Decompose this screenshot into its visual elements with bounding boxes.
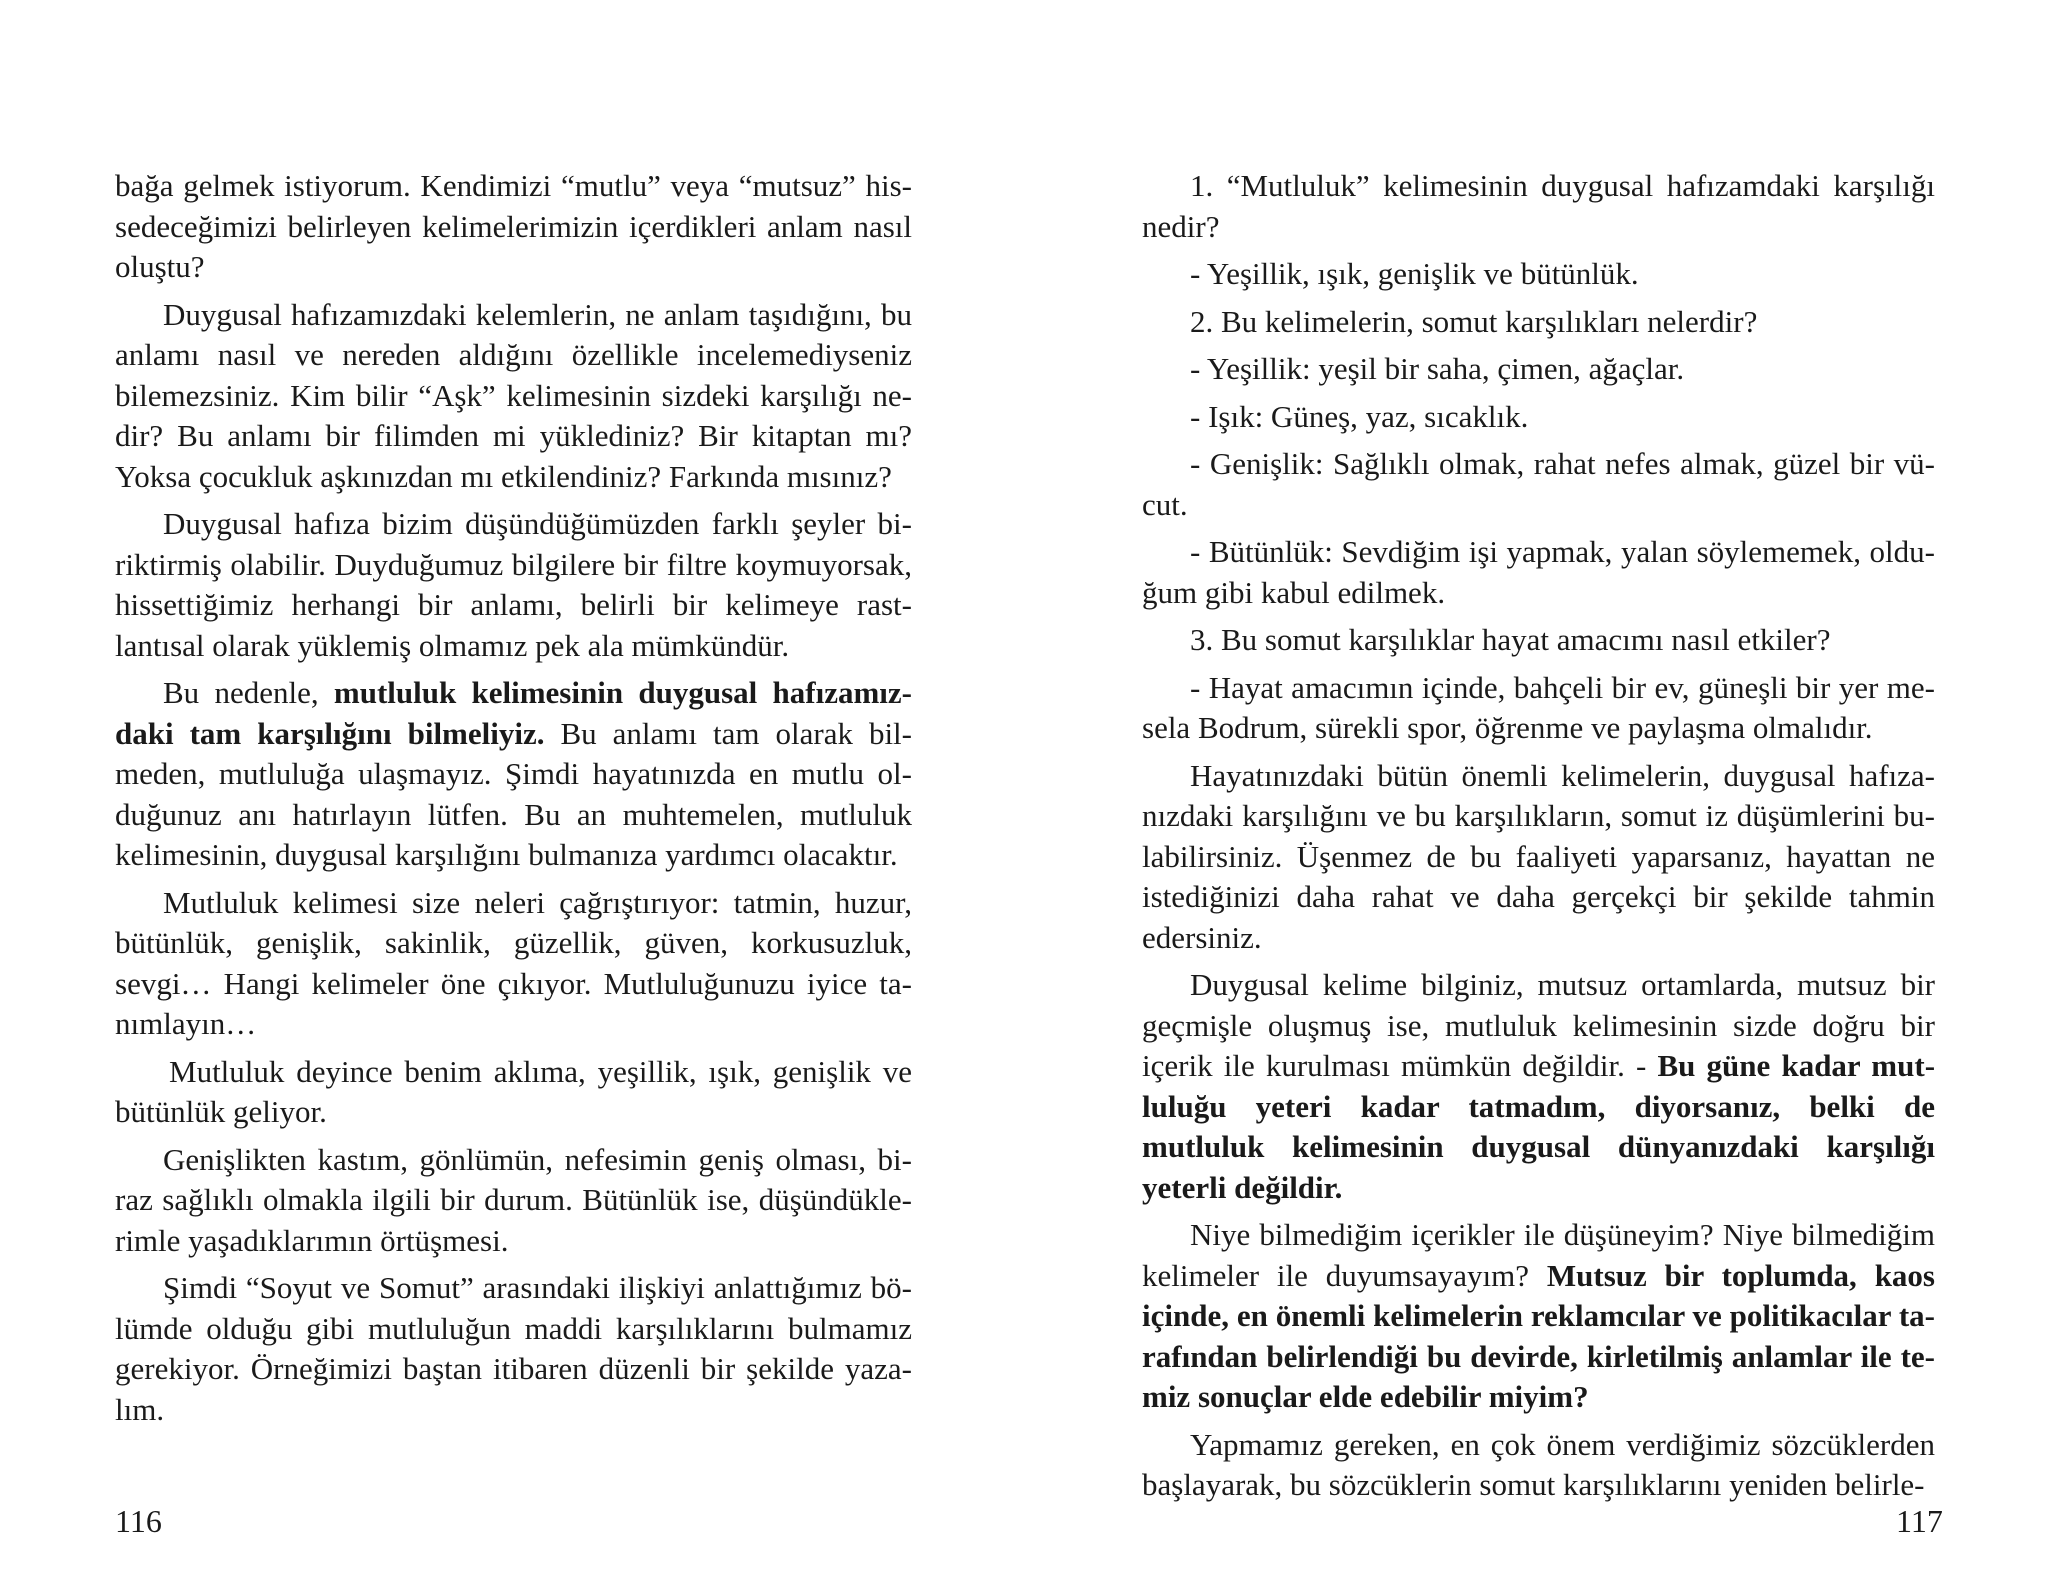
paragraph (115, 504, 912, 666)
paragraph (115, 673, 912, 876)
paragraph (115, 883, 912, 1045)
text-segment: Duygusal kelime bilginiz, mutsuz ortamlarda, mutsuz bir geçmişle oluşmuş ise, mutluluk kelimesinin sizde doğru bir içerik ile kurulması mümkün değildir. - (1142, 967, 1935, 1083)
text-segment: Şimdi “Soyut ve Somut” arasındaki ilişkiyi anlattığımız bölümde olduğu gibi mutluluğun maddi karşılıklarını bulmamız gerekiyor. Örneğimizi baştan itibaren düzenli bir şekilde yazalım. (115, 1270, 912, 1427)
text-segment: Bu anlamı tam olarak bilmeden, mutluluğa ulaşmayız. Şimdi hayatınızda en mutlu olduğunuz anı hatırlayın lütfen. Bu an muhtemelen, mutluluk kelimesinin, duygusal karşılığını bulmanıza yardımcı olacaktır. (115, 715, 912, 872)
paragraph (1142, 397, 1935, 438)
paragraph (1142, 1215, 1935, 1418)
page-number-right: 117 (1896, 1503, 1943, 1539)
right-page (1024, 0, 2048, 1593)
paragraph (1142, 166, 1935, 247)
text-segment: - Bütünlük: Sevdiğim işi yapmak, yalan söylememek, olduğum gibi kabul edilmek. (1142, 534, 1935, 610)
page-number-left: 116 (115, 1503, 162, 1539)
text-segment: 1. “Mutluluk” kelimesinin duygusal hafızamdaki karşılığı nedir? (1142, 168, 1935, 244)
bold-text: mutluluk kelimesinin duygusal hafızamızdaki tam karşılığını bilmeliyiz. (115, 675, 912, 751)
paragraph (1142, 444, 1935, 525)
text-segment: - Yeşillik, ışık, genişlik ve bütünlük. (1190, 256, 1639, 291)
text-segment: - Hayat amacımın içinde, bahçeli bir ev, güneşli bir yer mesela Bodrum, sürekli spor, öğrenme ve paylaşma olmalıdır. (1142, 669, 1935, 745)
paragraph (1142, 1425, 1935, 1506)
paragraph (115, 1140, 912, 1262)
text-segment: Duygusal hafıza bizim düşündüğümüzden farklı şeyler biriktirmiş olabilir. Duyduğumuz bilgilere bir filtre koymuyorsak, hissettiğimiz herhangi bir anlamı, belirli bir kelimeye rastlantısal olarak yüklemiş olmamız pek ala mümkündür. (115, 506, 912, 663)
paragraph (115, 1268, 912, 1430)
bold-text: Mutsuz bir toplumda, kaos içinde, en önemli kelimelerin reklamcılar ve politikacılar tarafından belirlendiği bu devirde, kirletilmiş anlamlar ile temiz sonuçlar elde edebilir miyim? (1142, 1257, 1935, 1414)
text-segment: Niye bilmediğim içerikler ile düşüneyim? Niye bilmediğim kelimeler ile duyumsayayım? (1142, 1217, 1935, 1293)
paragraph (1142, 349, 1935, 390)
paragraph (1142, 254, 1935, 295)
paragraph (115, 295, 912, 498)
right-page-body (1142, 166, 1935, 1513)
text-segment: bağa gelmek istiyorum. Kendimizi “mutlu” veya “mutsuz” hissedeceğimizi belirleyen kelimelerimizin içerdikleri anlam nasıl oluştu? (115, 168, 912, 284)
paragraph (1142, 756, 1935, 959)
paragraph (115, 1052, 912, 1133)
text-segment: 3. Bu somut karşılıklar hayat amacımı nasıl etkiler? (1190, 622, 1831, 657)
text-segment: - Işık: Güneş, yaz, sıcaklık. (1190, 398, 1529, 434)
text-segment: Genişlikten kastım, gönlümün, nefesimin geniş olması, biraz sağlıklı olmakla ilgili bir durum. Bütünlük ise, düşündüklerimle yaşadıklarımın örtüşmesi. (115, 1141, 912, 1258)
text-segment: Mutluluk kelimesi size neleri çağrıştırıyor: tatmin, huzur, bütünlük, genişlik, sakinlik, güzellik, güven, korkusuzluk, sevgi… Hangi kelimeler öne çıkıyor. Mutluluğunuzu iyice tanımlayın… (115, 884, 912, 1041)
text-segment: Duygusal hafızamızdaki kelemlerin, ne anlam taşıdığını, bu anlamı nasıl ve nereden aldığını özellikle incelemediyseniz bilemezsiniz. Kim bilir “Aşk” kelimesinin sizdeki karşılığı nedir? Bu anlamı bir filimden mi yüklediniz? Bir kitaptan mı? Yoksa çocukluk aşkınızdan mı etkilendiniz? Farkında mısınız? (115, 296, 912, 494)
paragraph (1142, 965, 1935, 1208)
text-segment: - Yeşillik: yeşil bir saha, çimen, ağaçlar. (1190, 351, 1685, 386)
paragraph (1142, 302, 1935, 343)
left-page-body (115, 166, 912, 1437)
text-segment: Hayatınızdaki bütün önemli kelimelerin, duygusal hafızanızdaki karşılığını ve bu karşılıkların, somut iz düşümlerini bulabilirsiniz. Üşenmez de bu faaliyeti yaparsanız, hayattan ne istediğinizi daha rahat ve daha gerçekçi bir şekilde tahmin edersiniz. (1142, 757, 1935, 955)
paragraph (1142, 532, 1935, 613)
paragraph (1142, 668, 1935, 749)
paragraph (115, 166, 912, 288)
text-segment: 2. Bu kelimelerin, somut karşılıkları nelerdir? (1190, 303, 1758, 339)
text-segment: Bu nedenle, (163, 675, 334, 710)
text-segment: Mutluluk deyince benim aklıma, yeşillik, ışık, genişlik ve bütünlük geliyor. (115, 1053, 912, 1129)
text-segment: Yapmamız gereken, en çok önem verdiğimiz sözcüklerden başlayarak, bu sözcüklerin somut karşılıklarını yeniden belirle- (1142, 1426, 1935, 1502)
text-segment: - Genişlik: Sağlıklı olmak, rahat nefes almak, güzel bir vücut. (1142, 446, 1935, 522)
bold-text: Bu güne kadar mutluluğu yeteri kadar tatmadım, diyorsanız, belki de mutluluk kelimesinin duygusal dünyanızdaki karşılığı yeterli değildir. (1142, 1048, 1936, 1205)
paragraph (1142, 620, 1935, 661)
